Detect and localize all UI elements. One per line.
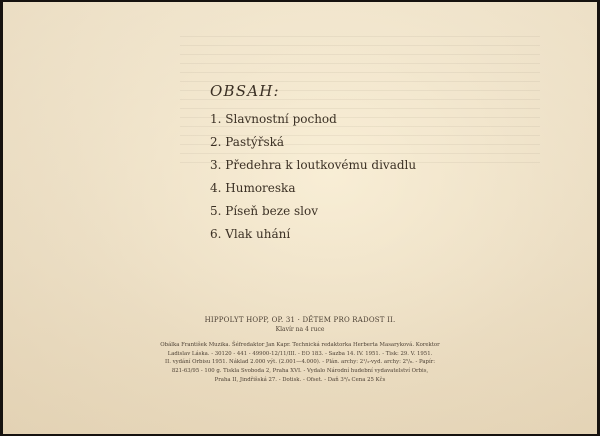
imprint-block: [132, 341, 468, 385]
contents-item: 4. Humoreska: [210, 181, 296, 195]
contents-item: 2. Pastýřská: [210, 135, 285, 149]
bleed-line: [180, 63, 540, 64]
bleed-line: [180, 72, 540, 73]
bleed-line: [180, 54, 540, 55]
contents-list: [210, 112, 470, 250]
imprint-line: Ladislav Láska. - 30120 - 441 - 49900-12/11/III. - EO 183. - Sazba 14. IV. 1951. - Tisk: 29. V. 1951.: [167, 350, 433, 357]
publication-footer: [132, 315, 468, 385]
imprint-line: 821-63/95 - 100 g. Tiskla Svoboda 2, Praha XVI. - Vydalo Národní hudební vydavatelství Orbis,: [171, 368, 429, 375]
contents-item: 3. Předehra k loutkovému divadlu: [210, 158, 417, 172]
footer-subtitle: Klavír na 4 ruce: [275, 326, 325, 333]
bleed-line: [180, 108, 540, 109]
contents-heading: OBSAH:: [210, 82, 280, 100]
imprint-line: Praha II, Jindřišská 27. - Dotisk. - Ofset. - Daň 3⁴/₉ Cena 25 Kčs: [214, 376, 386, 383]
contents-item: 6. Vlak uhání: [210, 227, 291, 241]
top-edge: [0, 0, 600, 2]
contents-item: 5. Píseň beze slov: [210, 204, 318, 218]
left-edge: [0, 0, 3, 436]
imprint-line: Obálka František Muzika. Šéfredaktor Jan Kapr. Technická redaktorka Herberta Masaryková. Korektor: [160, 342, 440, 348]
bleed-line: [180, 36, 540, 37]
imprint-line: II. vydání Orbisu 1951. Náklad 2.000 výt. (2.001—4.000). - Plán. archy: 2¹/₂-vyd. archy: 2⁵/₈. - Papír:: [164, 359, 436, 366]
bleed-line: [180, 45, 540, 46]
contents-item: 1. Slavnostní pochod: [210, 112, 337, 126]
footer-title: HIPPOLYT HOPP, OP. 31 · DĚTEM PRO RADOST II.: [204, 316, 396, 324]
